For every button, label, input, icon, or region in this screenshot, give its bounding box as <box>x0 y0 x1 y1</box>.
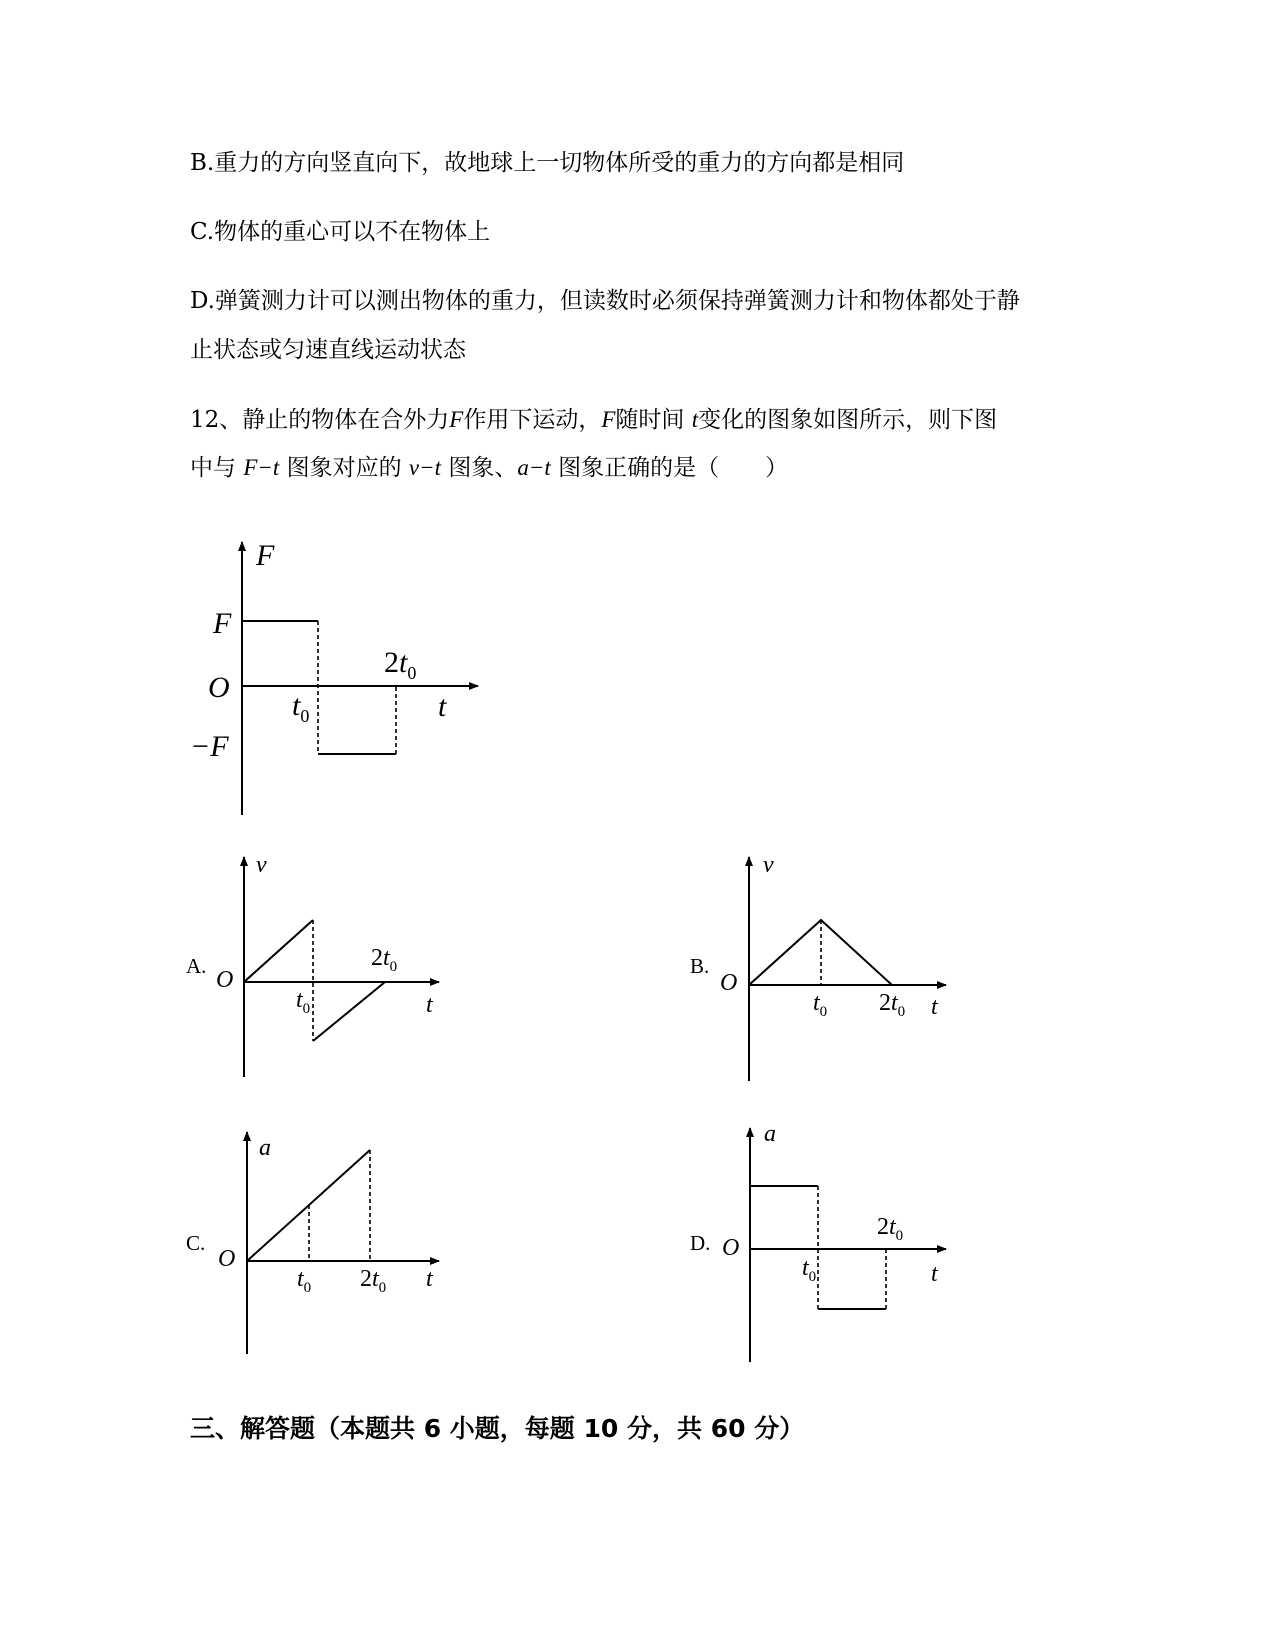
q12-text: 图象、 <box>441 455 518 481</box>
b-graph-x-label: t <box>931 994 938 1020</box>
2t0-main: t <box>889 1214 896 1240</box>
t0-main: t <box>813 990 820 1016</box>
2t0-sub: 0 <box>389 959 398 975</box>
f-graph-pos-level: F <box>213 607 232 640</box>
q12-text: 随时间 <box>615 407 692 433</box>
2t0-sub: 0 <box>897 1004 906 1020</box>
c-graph-origin: O <box>218 1246 236 1272</box>
2t0-coef: 2 <box>877 1214 889 1240</box>
t0-sub: 0 <box>303 1280 312 1296</box>
c-option-label: C. <box>186 1231 206 1255</box>
c-graph-x-label: t <box>426 1266 433 1292</box>
t0-sub: 0 <box>819 1004 828 1020</box>
f-graph-x-label: t <box>438 690 447 723</box>
q12-text: 12、静止的物体在合外力 <box>190 407 450 433</box>
2t0-sub: 0 <box>407 663 417 683</box>
2t0-sub: 0 <box>895 1228 904 1244</box>
q12-symbol-vt: v−t <box>408 455 442 480</box>
q12-symbol-ft: F−t <box>243 455 280 480</box>
d-graph-2t0-label <box>877 1214 903 1244</box>
q12-text: 中与 <box>190 455 244 481</box>
section-title: 三、解答题（本题共 6 小题，每题 10 分，共 60 分） <box>190 1414 805 1443</box>
d-option-label: D. <box>690 1231 711 1255</box>
option-d-text-line2: 止状态或匀速直线运动状态 <box>190 337 466 363</box>
f-graph-neg-level: −F <box>190 730 229 763</box>
d-graph-t0-label <box>802 1255 816 1285</box>
q12-text: 变化的图象如图所示，则下图 <box>698 407 998 433</box>
2t0-main: t <box>891 990 898 1016</box>
option-b-text: B.重力的方向竖直向下，故地球上一切物体所受的重力的方向都是相同 <box>190 150 905 176</box>
2t0-coef: 2 <box>879 990 891 1016</box>
2t0-coef: 2 <box>360 1266 372 1292</box>
b-graph-y-label: v <box>763 852 774 878</box>
2t0-coef: 2 <box>371 945 383 971</box>
t0-main: t <box>297 1266 304 1292</box>
2t0-coef: 2 <box>384 646 399 679</box>
a-graph-x-label: t <box>426 992 433 1018</box>
2t0-sub: 0 <box>378 1280 387 1296</box>
c-graph-y-label: a <box>259 1135 271 1161</box>
2t0-main: t <box>372 1266 379 1292</box>
a-graph-y-label: v <box>256 852 267 878</box>
b-graph-origin: O <box>720 970 738 996</box>
option-c-text: C.物体的重心可以不在物体上 <box>190 219 491 245</box>
f-graph-origin: O <box>208 671 230 704</box>
d-graph-origin: O <box>722 1235 740 1261</box>
f-graph-y-label: F <box>256 539 275 572</box>
q12-text: 图象正确的是（ ） <box>550 455 789 481</box>
option-d-text-line1: D.弹簧测力计可以测出物体的重力，但读数时必须保持弹簧测力计和物体都处于静 <box>190 288 1020 314</box>
q12-symbol-t: t <box>691 407 699 432</box>
t0-main: t <box>292 689 301 722</box>
b-option-label: B. <box>690 954 710 978</box>
t0-main: t <box>296 987 303 1013</box>
t0-sub: 0 <box>300 706 310 726</box>
t0-sub: 0 <box>808 1269 817 1285</box>
q12-symbol-f: F <box>449 407 464 432</box>
a-option-label: A. <box>186 954 207 978</box>
2t0-main: t <box>399 646 408 679</box>
q12-symbol-f: F <box>601 407 616 432</box>
t0-main: t <box>802 1255 809 1281</box>
t0-sub: 0 <box>302 1001 311 1017</box>
a-graph-origin: O <box>216 967 234 993</box>
2t0-main: t <box>383 945 390 971</box>
d-graph-x-label: t <box>931 1261 938 1287</box>
d-graph-y-label: a <box>764 1121 776 1147</box>
q12-symbol-at: a−t <box>517 455 551 480</box>
q12-text: 作用下运动， <box>463 407 602 433</box>
q12-text: 图象对应的 <box>279 455 409 481</box>
